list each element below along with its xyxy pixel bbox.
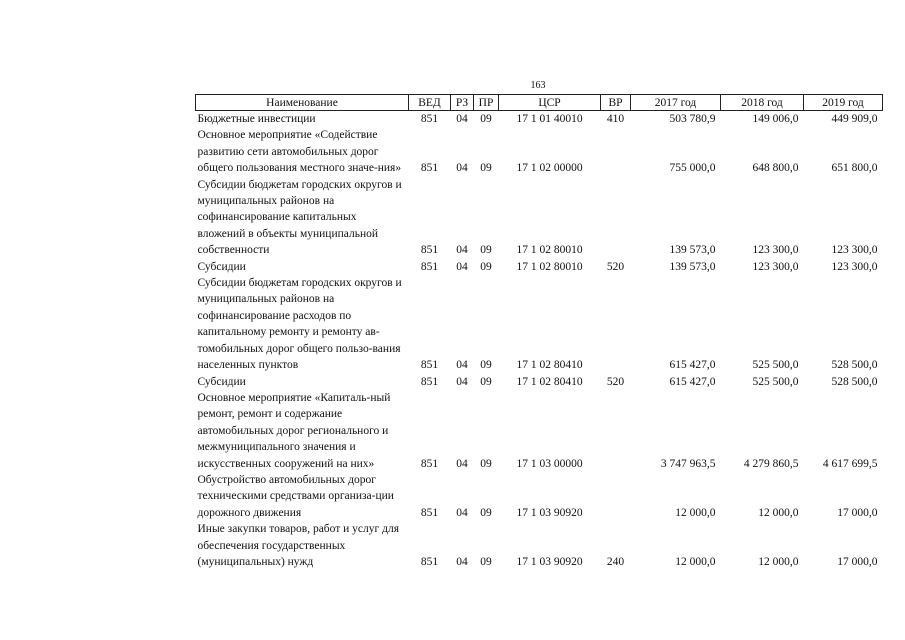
row-ved: 851	[420, 260, 439, 273]
row-2018: 12 000,0	[758, 555, 799, 568]
row-2018: 149 006,0	[752, 113, 799, 125]
row-ved: 851	[420, 457, 439, 470]
row-pr: 09	[480, 244, 492, 257]
row-2019: 123 300,0	[831, 244, 878, 257]
row-pr: 09	[480, 113, 492, 125]
row-ved: 851	[420, 506, 439, 519]
row-pr: 09	[480, 506, 492, 519]
row-vr: 240	[606, 555, 625, 568]
row-csr: 17 1 03 00000	[516, 457, 583, 470]
row-vr: 520	[606, 260, 625, 273]
row-2019: 4 617 699,5	[822, 457, 878, 470]
row-name: Иные закупки товаров, работ и услуг для обеспечения государственных (муниципальных) нужд	[197, 523, 399, 568]
header-2018: 2018 год	[721, 95, 804, 111]
row-2019: 123 300,0	[831, 260, 878, 273]
row-2018: 525 500,0	[752, 375, 799, 388]
row-2019: 651 800,0	[831, 162, 878, 175]
row-vr	[601, 127, 631, 176]
row-rz: 04	[456, 375, 468, 388]
row-rz: 04	[456, 162, 468, 175]
row-ved: 851	[420, 113, 439, 125]
row-pr: 09	[480, 457, 492, 470]
row-ved: 851	[420, 162, 439, 175]
row-name: Субсидии	[197, 375, 246, 388]
table-row	[196, 521, 883, 570]
row-csr: 17 1 02 00000	[516, 162, 583, 175]
row-2017: 503 780,9	[669, 113, 716, 125]
header-2019: 2019 год	[804, 95, 883, 111]
row-vr	[601, 472, 631, 521]
row-pr: 09	[480, 260, 492, 273]
row-rz: 04	[456, 555, 468, 568]
row-rz: 04	[456, 113, 468, 125]
row-2018: 12 000,0	[758, 506, 799, 519]
row-2017: 12 000,0	[675, 506, 716, 519]
table-row	[196, 275, 883, 373]
row-csr: 17 1 02 80410	[516, 359, 583, 372]
row-name: Субсидии бюджетам городских округов и муниципальных районов на софинансирование капитальных вложений в объекты муниципальной собственности	[197, 178, 402, 257]
table-row	[196, 177, 883, 259]
row-pr: 09	[480, 359, 492, 372]
row-csr: 17 1 02 80010	[516, 260, 583, 273]
table-row	[196, 390, 883, 472]
table-row	[196, 127, 883, 176]
table-header-row	[196, 95, 883, 111]
row-vr: 520	[606, 375, 625, 388]
row-ved: 851	[420, 375, 439, 388]
row-2018: 123 300,0	[752, 244, 799, 257]
table-row	[196, 374, 883, 390]
row-name: Основное мероприятие «Капиталь-ный ремонт, ремонт и содержание автомобильных дорог регионального и межмуниципального значения и искусственных сооружений на них»	[197, 391, 391, 470]
row-vr	[601, 177, 631, 259]
row-csr: 17 1 03 90920	[516, 555, 583, 568]
table-row	[196, 259, 883, 275]
row-pr: 09	[480, 375, 492, 388]
row-name: Бюджетные инвестиции	[197, 113, 316, 125]
row-2019: 17 000,0	[837, 555, 878, 568]
page-number: 163	[530, 80, 546, 91]
row-2017: 615 427,0	[669, 375, 716, 388]
row-pr: 09	[480, 555, 492, 568]
row-2018: 648 800,0	[752, 162, 799, 175]
table-row	[196, 472, 883, 521]
row-name: Обустройство автомобильных дорог техническими средствами организа-ции дорожного движения	[197, 473, 394, 519]
row-2017: 139 573,0	[669, 260, 716, 273]
row-2019: 528 500,0	[831, 359, 878, 372]
row-2019: 449 909,0	[831, 113, 878, 125]
row-2018: 4 279 860,5	[743, 457, 799, 470]
row-vr	[601, 390, 631, 472]
row-rz: 04	[456, 359, 468, 372]
row-csr: 17 1 02 80410	[516, 375, 583, 388]
table-body	[196, 111, 883, 571]
row-csr: 17 1 03 90920	[516, 506, 583, 519]
row-2017: 139 573,0	[669, 244, 716, 257]
row-ved: 851	[420, 555, 439, 568]
row-rz: 04	[456, 457, 468, 470]
header-rz: РЗ	[451, 95, 474, 111]
row-name: Основное мероприятие «Содействие развитию сети автомобильных дорог общего пользования местного значе-ния»	[197, 129, 402, 175]
row-2019: 17 000,0	[837, 506, 878, 519]
table-row	[196, 111, 883, 128]
header-pr: ПР	[474, 95, 499, 111]
row-ved: 851	[420, 244, 439, 257]
row-vr: 410	[606, 113, 625, 125]
row-ved: 851	[420, 359, 439, 372]
row-rz: 04	[456, 260, 468, 273]
row-rz: 04	[456, 506, 468, 519]
row-2017: 12 000,0	[675, 555, 716, 568]
budget-table	[195, 94, 883, 570]
row-2017: 615 427,0	[669, 359, 716, 372]
header-csr: ЦСР	[499, 95, 601, 111]
header-vr: ВР	[601, 95, 631, 111]
row-2019: 528 500,0	[831, 375, 878, 388]
row-csr: 17 1 02 80010	[516, 244, 583, 257]
header-2017: 2017 год	[631, 95, 721, 111]
row-2017: 3 747 963,5	[660, 457, 716, 470]
row-rz: 04	[456, 244, 468, 257]
row-2018: 123 300,0	[752, 260, 799, 273]
row-csr: 17 1 01 40010	[516, 113, 583, 125]
header-name: Наименование	[196, 95, 409, 111]
row-2018: 525 500,0	[752, 359, 799, 372]
row-2017: 755 000,0	[669, 162, 716, 175]
row-pr: 09	[480, 162, 492, 175]
row-name: Субсидии	[197, 260, 246, 273]
row-name: Субсидии бюджетам городских округов и муниципальных районов на софинансирование расходов по капитальному ремонту и ремонту ав-томобильных дорог общего пользо-вания населенных пунктов	[197, 277, 402, 372]
header-ved: ВЕД	[409, 95, 451, 111]
row-vr	[601, 275, 631, 373]
